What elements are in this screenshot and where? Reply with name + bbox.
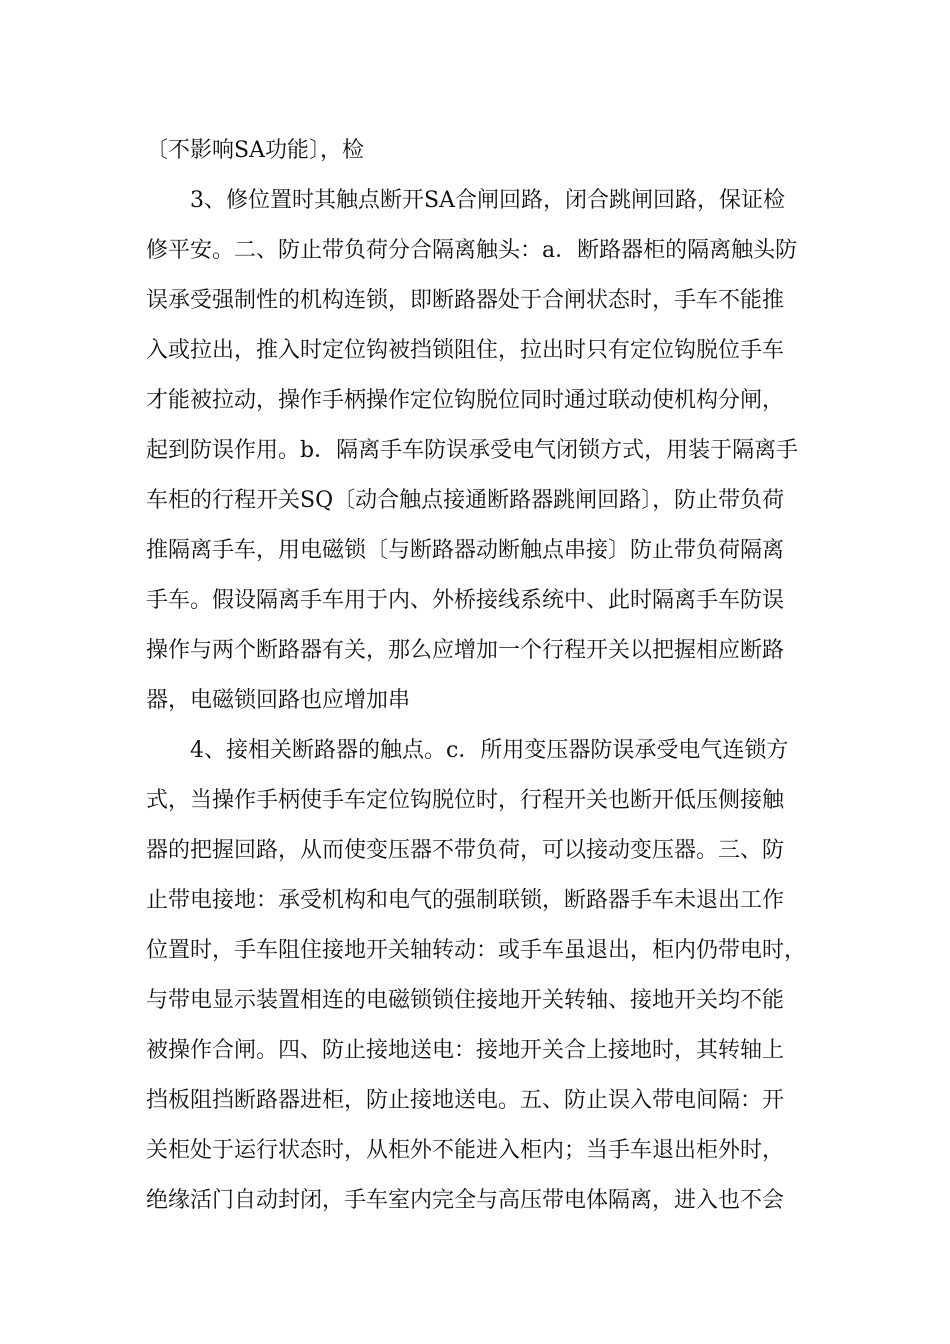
text-line-5: 入或拉出，推入时定位钩被挡锁阻住，拉出时只有定位钩脱位手车 xyxy=(146,338,785,363)
text-line-1: 〔不影响SA功能〕，检 xyxy=(146,138,364,163)
text-line-2: 3、修位置时其触点断开SA合闸回路，闭合跳闸回路，保证检 xyxy=(190,188,785,213)
text-line-20: 挡板阻挡断路器进柜，防止接地送电。五、防止误入带电间隔：开 xyxy=(146,1088,785,1113)
text-line-18: 与带电显示装置相连的电磁锁锁住接地开关转轴、接地开关均不能 xyxy=(146,988,785,1013)
text-line-15: 器的把握回路，从而使变压器不带负荷，可以接动变压器。三、防 xyxy=(146,838,785,863)
text-line-3: 修平安。二、防止带负荷分合隔离触头：a．断路器柜的隔离触头防 xyxy=(146,238,798,263)
text-line-16: 止带电接地：承受机构和电气的强制联锁，断路器手车未退出工作 xyxy=(146,888,785,913)
text-line-14: 式，当操作手柄使手车定位钩脱位时，行程开关也断开低压侧接触 xyxy=(146,788,785,813)
text-line-13: 4、接相关断路器的触点。c．所用变压器防误承受电气连锁方 xyxy=(190,738,789,763)
text-line-19: 被操作合闸。四、防止接地送电：接地开关合上接地时，其转轴上 xyxy=(146,1038,785,1063)
text-line-12: 器，电磁锁回路也应增加串 xyxy=(146,688,411,713)
text-line-9: 推隔离手车，用电磁锁〔与断路器动断触点串接〕防止带负荷隔离 xyxy=(146,538,785,563)
text-line-6: 才能被拉动，操作手柄操作定位钩脱位同时通过联动使机构分闸， xyxy=(146,388,785,413)
text-line-17: 位置时，手车阻住接地开关轴转动：或手车虽退出，柜内仍带电时， xyxy=(146,938,807,963)
text-line-7: 起到防误作用。b．隔离手车防误承受电气闭锁方式，用装于隔离手 xyxy=(146,438,799,463)
text-line-11: 操作与两个断路器有关，那么应增加一个行程开关以把握相应断路 xyxy=(146,638,785,663)
text-line-10: 手车。假设隔离手车用于内、外桥接线系统中、此时隔离手车防误 xyxy=(146,588,785,613)
text-line-8: 车柜的行程开关SQ〔动合触点接通断路器跳闸回路〕，防止带负荷 xyxy=(146,488,785,513)
text-line-4: 误承受强制性的机构连锁，即断路器处于合闸状态时，手车不能推 xyxy=(146,288,785,313)
text-line-21: 关柜处于运行状态时，从柜外不能进入柜内；当手车退出柜外时， xyxy=(146,1138,785,1163)
text-line-22: 绝缘活门自动封闭，手车室内完全与高压带电体隔离，进入也不会 xyxy=(146,1188,785,1213)
